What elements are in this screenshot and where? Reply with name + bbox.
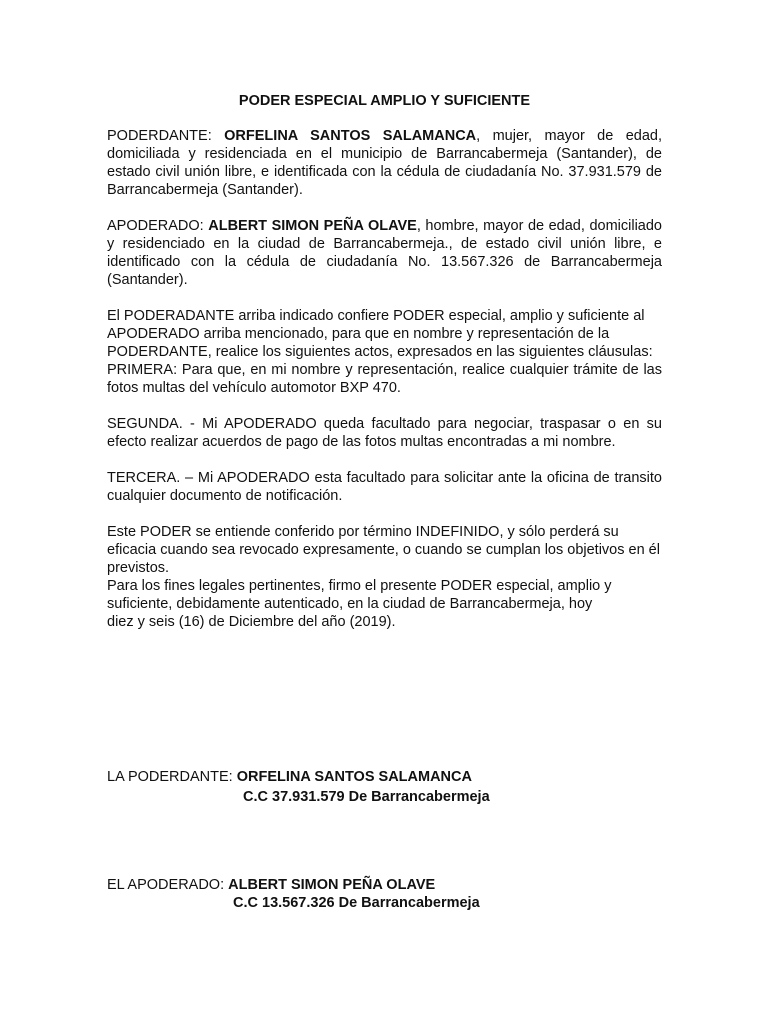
signature-poderdante bbox=[107, 768, 472, 786]
signature-apoderado-name: ALBERT SIMON PEÑA OLAVE bbox=[228, 877, 436, 893]
apoderado-label: APODERADO: bbox=[107, 218, 209, 234]
apoderado-paragraph bbox=[107, 217, 662, 289]
firma-line-3: diez y seis (16) de Diciembre del año (2019). bbox=[107, 614, 396, 630]
signature-apoderado-cc: C.C 13.567.326 De Barrancabermeja bbox=[233, 895, 480, 911]
vigencia-paragraph: Este PODER se entiende conferido por término INDEFINIDO, y sólo perderá su eficacia cuando sea revocado expresamente, o cuando se cumplan los objetivos en él previstos. bbox=[107, 524, 660, 576]
poderdante-paragraph bbox=[107, 127, 662, 199]
clause-tercera: TERCERA. – Mi APODERADO esta facultado para solicitar ante la oficina de transito cualquier documento de notificación. bbox=[107, 470, 662, 504]
apoderado-name: ALBERT SIMON PEÑA OLAVE bbox=[208, 218, 417, 234]
firma-line-1: Para los fines legales pertinentes, firmo el presente PODER especial, amplio y bbox=[107, 578, 612, 594]
intro-paragraph: El PODERADANTE arriba indicado confiere PODER especial, amplio y suficiente al APODERADO arriba mencionado, para que en nombre y representación de la PODERDANTE, realice los siguientes actos, expresados en las siguientes cláusulas: bbox=[107, 308, 653, 360]
poderdante-details: , mujer, mayor de edad, domiciliada y residenciada en el municipio de Barrancabermeja (Santander), de estado civil unión libre, e identificada con la cédula de ciudadanía No. 37.931.579 de Barrancabermeja (Santander). bbox=[107, 128, 663, 198]
poderdante-label: PODERDANTE: bbox=[107, 128, 225, 144]
document-title: PODER ESPECIAL AMPLIO Y SUFICIENTE bbox=[238, 93, 531, 109]
signature-apoderado bbox=[107, 876, 435, 894]
signature-apoderado-label: EL APODERADO: bbox=[107, 877, 229, 893]
signature-poderdante-label: LA PODERDANTE: bbox=[107, 769, 237, 785]
clause-primera: PRIMERA: Para que, en mi nombre y representación, realice cualquier trámite de las fotos multas del vehículo automotor BXP 470. bbox=[107, 362, 662, 396]
signature-poderdante-name: ORFELINA SANTOS SALAMANCA bbox=[236, 769, 472, 785]
signature-poderdante-cc: C.C 37.931.579 De Barrancabermeja bbox=[243, 789, 490, 805]
firma-line-2: suficiente, debidamente autenticado, en la ciudad de Barrancabermeja, hoy bbox=[107, 596, 593, 612]
clause-segunda: SEGUNDA. - Mi APODERADO queda facultado para negociar, traspasar o en su efecto realizar acuerdos de pago de las fotos multas encontradas a mi nombre. bbox=[107, 416, 662, 450]
apoderado-details: , hombre, mayor de edad, domiciliado y residenciado en la ciudad de Barrancabermeja., de estado civil unión libre, e identificado con la cédula de ciudadanía No. 13.567.326 de Barrancabermeja (Santander). bbox=[107, 218, 662, 288]
poderdante-name: ORFELINA SANTOS SALAMANCA bbox=[224, 128, 477, 144]
document-body bbox=[107, 92, 662, 631]
